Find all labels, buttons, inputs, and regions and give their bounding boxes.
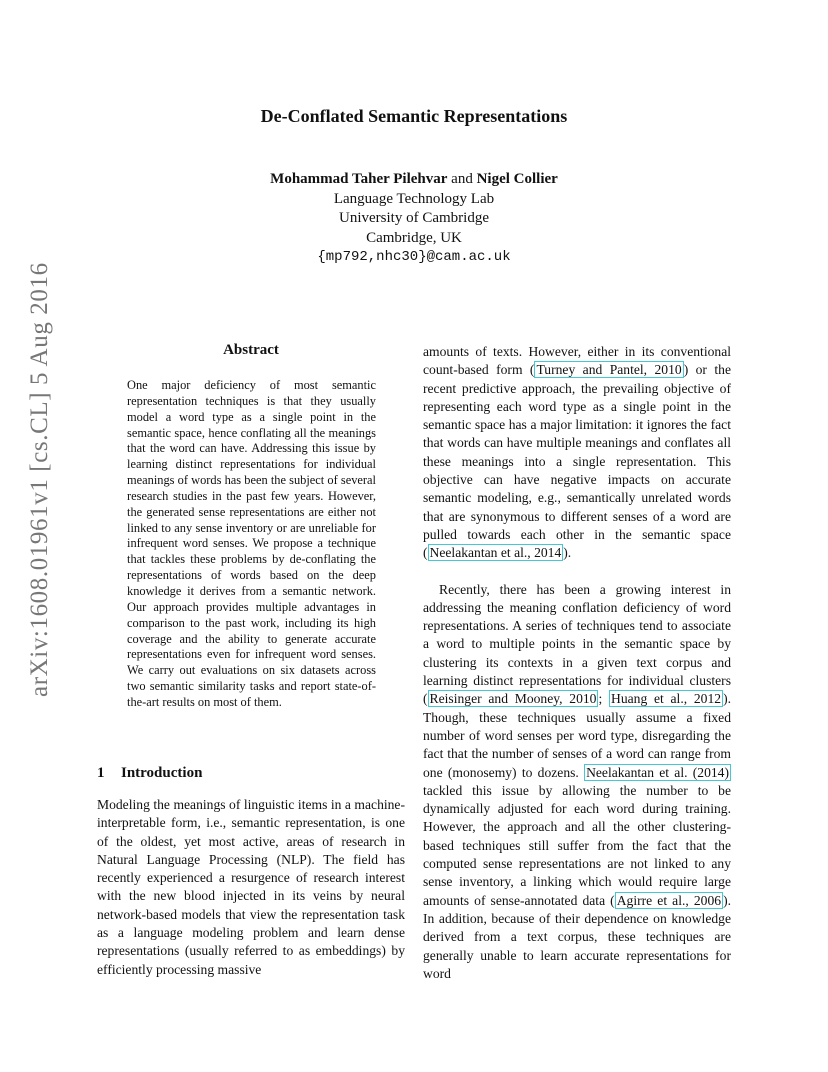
text-span: ). (563, 545, 572, 561)
citation-link[interactable]: Neelakantan et al., 2014 (429, 545, 562, 561)
intro-paragraph-continued (423, 343, 731, 563)
citation-link[interactable]: Turney and Pantel, 2010 (536, 362, 682, 378)
citation-link[interactable]: Reisinger and Mooney, 2010 (429, 691, 597, 707)
abstract-text: One major deficiency of most semantic representation techniques is that they usually model a word type as a single point in the semantic space, hence conflating all the meanings that the word can have. Addressing this issue by learning distinct representations for individual meanings of words has been the subject of several research studies in the past few years. However, the generated sense representations are either not linked to any sense inventory or are unreliable for infrequent word senses. We propose a technique that tackles these problems by de-conflating the representations of words based on the deep knowledge it derives from a semantic network. Our approach provides multiple advantages in comparison to the past work, including its high coverage and the ability to generate accurate representations even for infrequent word senses. We carry out evaluations on six datasets across two semantic similarity tasks and report state-of-the-art results on most of them. (127, 378, 376, 709)
intro-paragraph-2 (423, 581, 731, 984)
text-span: ). In addition, because of their dependence on knowledge derived from a text corpus, these techniques are generally unable to learn accurate representations for word (423, 892, 731, 981)
section-number: 1 (97, 765, 105, 781)
section-title-text: Introduction (121, 765, 203, 781)
text-span: Recently, there has been a growing interest in addressing the meaning conflation deficiency of word representations. A series of techniques tend to associate a word to multiple points in the semantic space by clustering its contexts in a given text corpus and learning distinct representations for individual clusters ( (423, 581, 731, 707)
author-name-2: Nigel Collier (476, 171, 558, 187)
author-block (0, 170, 828, 268)
author-conjunction: and (451, 171, 473, 187)
author-email: {mp792,nhc30}@cam.ac.uk (317, 249, 511, 265)
affiliation-lab: Language Technology Lab (333, 190, 495, 207)
section-heading (97, 765, 202, 782)
abstract-heading: Abstract (223, 342, 279, 358)
affiliation-university: University of Cambridge (339, 210, 489, 226)
text-span: ; (598, 691, 609, 707)
author-line (0, 170, 828, 190)
citation-link[interactable]: Huang et al., 2012 (611, 691, 722, 707)
right-column (423, 343, 731, 983)
text-span: ) or the recent predictive approach, the prevailing objective of representing each word type as a single point in the semantic space has a major limitation: it ignores the fact that words can have multiple meanings and conflates all these meanings into a single representation. This objective can have negative impacts on accurate semantic modeling, e.g., semantically unrelated words that are synonymous to different senses of a word are pulled towards each other in the semantic space ( (423, 362, 731, 561)
intro-paragraph-left: Modeling the meanings of linguistic items in a machine-interpretable form, i.e., semantic representation, is one of the oldest, yet most active, areas of research in Natural Language Processing (NLP). The field has recently experienced a resurgence of research interest with the new blood injected in its veins by neural network-based models that view the representation task as a language modeling problem and learn dense representations (usually referred to as embeddings) by efficiently processing massive (97, 797, 405, 977)
author-name-1: Mohammad Taher Pilehvar (270, 171, 448, 187)
text-span: amounts of texts. However, either in its conventional count-based form ( (423, 344, 731, 378)
paper-title: De-Conflated Semantic Representations (260, 106, 568, 126)
citation-link[interactable]: Neelakantan et al. (2014) (586, 764, 729, 780)
citation-link[interactable]: Agirre et al., 2006 (616, 892, 722, 908)
affiliation-location: Cambridge, UK (366, 229, 462, 246)
arxiv-identifier: arXiv:1608.01961v1 [cs.CL] 5 Aug 2016 (26, 262, 53, 698)
text-span: ). Though, these techniques usually assume a fixed number of word senses per word type, disregarding the fact that the number of senses of a word can range from one (monosemy) to dozens. (423, 691, 731, 780)
text-span: tackled this issue by allowing the number to be dynamically adjusted for each word during training. However, the approach and all the other clustering-based techniques still suffer from the fact that the computed sense representations are not linked to any sense inventory, a linking which would require large amounts of sense-annotated data ( (423, 782, 731, 908)
